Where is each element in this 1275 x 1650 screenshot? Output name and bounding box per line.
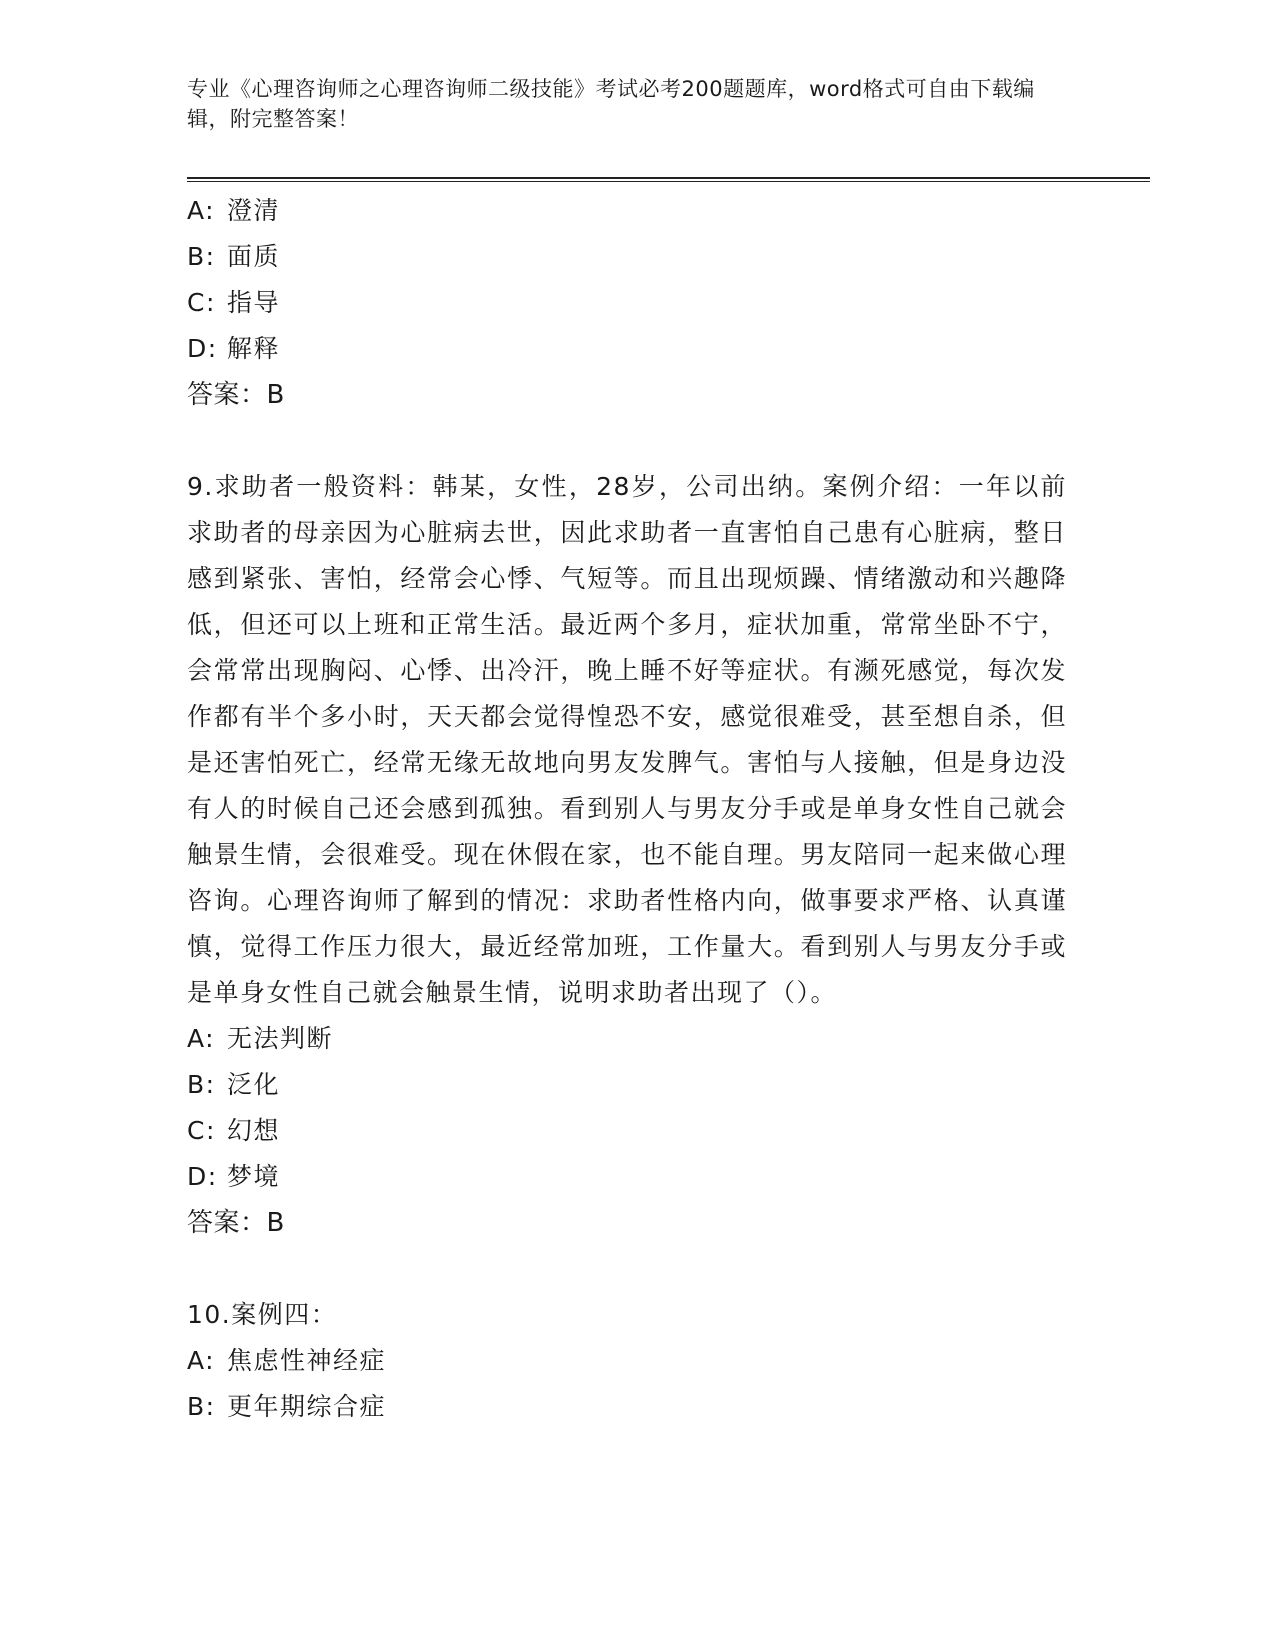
question-10-text: 10.案例四：	[187, 1300, 338, 1329]
option-key: A:	[187, 1346, 216, 1375]
option-text: 梦境	[227, 1162, 281, 1191]
option-key: B:	[187, 242, 216, 271]
option-a	[187, 188, 1067, 234]
option-text: 面质	[227, 242, 281, 271]
option-text: 焦虑性神经症	[227, 1346, 387, 1375]
question-10-option-a	[187, 1338, 1067, 1384]
option-key: C:	[187, 1116, 216, 1145]
option-text: 解释	[227, 334, 281, 363]
question-9-option-b	[187, 1062, 1067, 1108]
option-key: B:	[187, 1392, 216, 1421]
header-divider	[187, 177, 1150, 182]
option-b	[187, 234, 1067, 280]
option-key: C:	[187, 288, 216, 317]
document-header: 专业《心理咨询师之心理咨询师二级技能》考试必考200题题库，word格式可自由下载编辑，附完整答案！	[187, 77, 1035, 131]
option-text: 更年期综合症	[227, 1392, 387, 1421]
option-text: 指导	[227, 288, 281, 317]
question-9-option-a	[187, 1016, 1067, 1062]
option-key: D:	[187, 334, 218, 363]
spacer	[187, 418, 1067, 464]
option-key: B:	[187, 1070, 216, 1099]
option-d	[187, 326, 1067, 372]
answer-line: 答案：B	[187, 380, 285, 410]
question-9-option-c	[187, 1108, 1067, 1154]
question-9-text: 9.求助者一般资料：韩某，女性，28岁，公司出纳。案例介绍：一年以前求助者的母亲因为心脏病去世，因此求助者一直害怕自己患有心脏病，整日感到紧张、害怕，经常会心悸、气短等。而且出现烦躁、情绪激动和兴趣降低，但还可以上班和正常生活。最近两个多月，症状加重，常常坐卧不宁，会常常出现胸闷、心悸、出冷汗，晚上睡不好等症状。有濒死感觉，每次发作都有半个多小时，天天都会觉得惶恐不安，感觉很难受，甚至想自杀，但是还害怕死亡，经常无缘无故地向男友发脾气。害怕与人接触，但是身边没有人的时候自己还会感到孤独。看到别人与男友分手或是单身女性自己就会触景生情，会很难受。现在休假在家，也不能自理。男友陪同一起来做心理咨询。心理咨询师了解到的情况：求助者性格内向，做事要求严格、认真谨慎，觉得工作压力很大，最近经常加班，工作量大。看到别人与男友分手或是单身女性自己就会触景生情，说明求助者出现了（）。	[187, 472, 1067, 1007]
option-key: A:	[187, 196, 216, 225]
option-key: D:	[187, 1162, 218, 1191]
question-10-option-b	[187, 1384, 1067, 1430]
option-text: 无法判断	[227, 1024, 334, 1053]
question-9-option-d	[187, 1154, 1067, 1200]
document-body	[187, 188, 1067, 1430]
option-text: 幻想	[227, 1116, 281, 1145]
option-text: 澄清	[227, 196, 281, 225]
option-text: 泛化	[227, 1070, 281, 1099]
spacer	[187, 1246, 1067, 1292]
option-c	[187, 280, 1067, 326]
option-key: A:	[187, 1024, 216, 1053]
question-9-answer: 答案：B	[187, 1208, 285, 1238]
